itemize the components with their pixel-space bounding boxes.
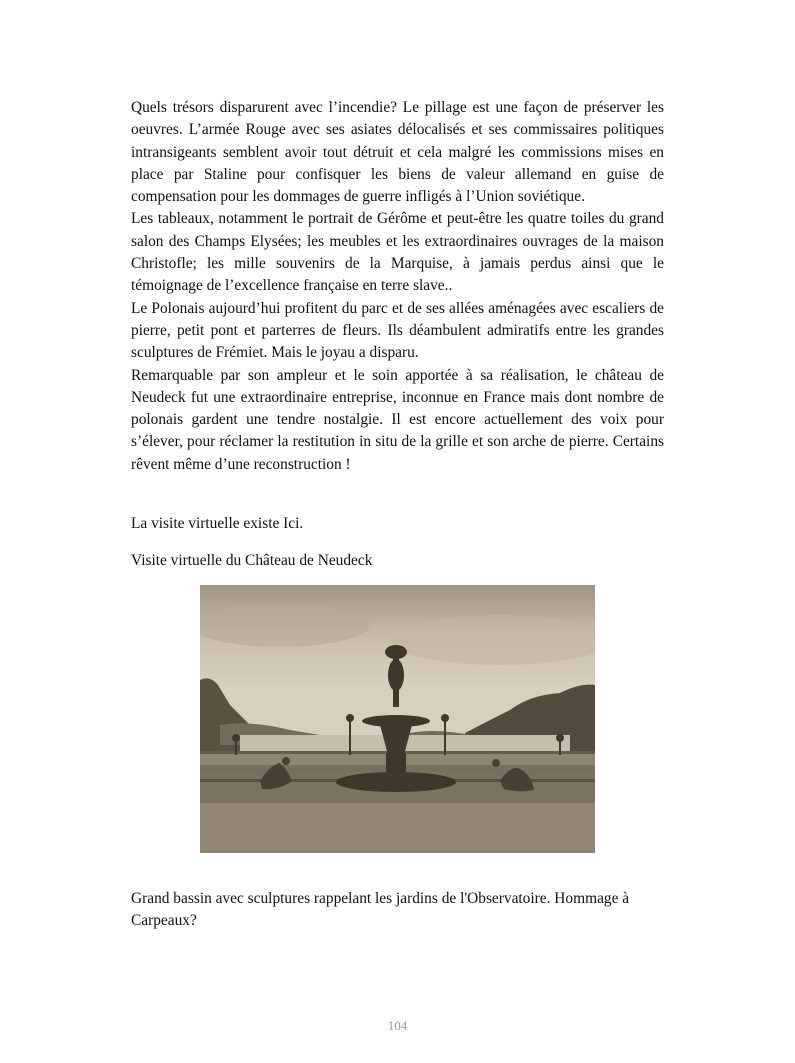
paragraph-3: Le Polonais aujourd’hui profitent du parc et de ses allées aménagées avec escaliers de pierre, petit pont et parterres de fleurs. Ils déambulent admiratifs entre les grandes sculptures de Frémiet. Mais le joyau a disparu. [131,299,664,362]
body-text [131,97,664,476]
fountain-photo-illustration [200,585,595,853]
virtual-visit-line[interactable]: La visite virtuelle existe Ici. [131,515,304,532]
fountain-photo [200,585,595,853]
paragraph-1: Quels trésors disparurent avec l’incendie? Le pillage est une façon de préserver les oeuvres. L’armée Rouge avec ses asiates délocalisés et ses commissaires politiques intransigeants semblent avoir tout détruit et cela malgré les commissions mises en place par Staline pour confisquer les biens de valeur allemand en guise de compensation pour les dommages de guerre infligés à l’Union soviétique. [131,99,664,206]
paragraph-4: Remarquable par son ampleur et le soin apportée à sa réalisation, le château de Neudeck fut une extraordinaire entreprise, inconnue en France mais dont nombre de polonais gardent une tendre nostalgie. Il est encore actuellement des voix pour s’élever, pour réclamer la restitution in situ de la grille et son arche de pierre. Certains rêvent même d’une reconstruction ! [131,366,664,473]
virtual-visit-link[interactable]: Visite virtuelle du Château de Neudeck [131,552,373,569]
page-number: 104 [387,1018,408,1033]
photo-caption: Grand bassin avec sculptures rappelant les jardins de l'Observatoire. Hommage à Carpeaux? [131,890,630,930]
paragraph-2: Les tableaux, notamment le portrait de Gérôme et peut-être les quatre toiles du grand salon des Champs Elysées; les meubles et les extraordinaires ouvrages de la maison Christofle; les mille souvenirs de la Marquise, à jamais perdus ainsi que le témoignage de l’excellence française en terre slave.. [131,210,664,295]
